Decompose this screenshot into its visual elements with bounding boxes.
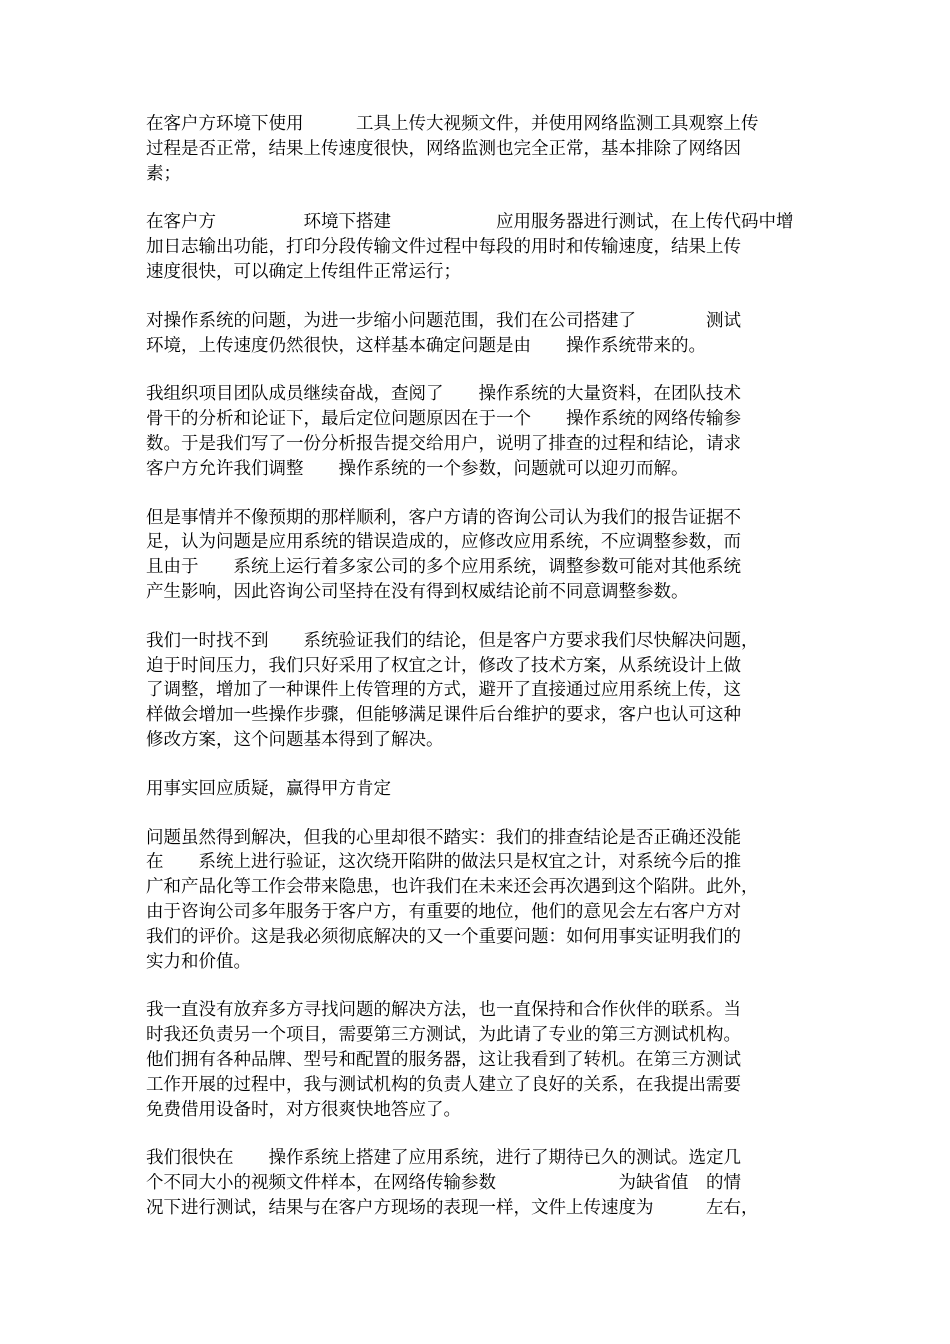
text-line: 加日志输出功能，打印分段传输文件过程中每段的用时和传输速度，结果上传	[146, 237, 741, 258]
text-line: 过程是否正常，结果上传速度很快，网络监测也完全正常，基本排除了网络因	[146, 138, 741, 159]
text-line: 时我还负责另一个项目，需要第三方测试，为此请了专业的第三方测试机构。	[146, 1025, 741, 1046]
text-line: 我一直没有放弃多方寻找问题的解决方法，也一直保持和合作伙伴的联系。当	[146, 1000, 741, 1021]
text-line: 在客户方环境下使用 工具上传大视频文件，并使用网络监测工具观察上传	[146, 114, 759, 134]
text-line: 免费借用设备时，对方很爽快地答应了。	[146, 1099, 461, 1120]
text-line: 个不同大小的视频文件样本，在网络传输参数 为缺省值 的情	[146, 1173, 741, 1194]
text-line: 问题虽然得到解决，但我的心里却很不踏实：我们的排查结论是否正确还没能	[146, 827, 741, 848]
text-line: 对操作系统的问题，为进一步缩小问题范围，我们在公司搭建了 测试	[146, 310, 741, 331]
paragraph-4	[146, 382, 806, 481]
text-line: 由于咨询公司多年服务于客户方，有重要的地位，他们的意见会左右客户方对	[146, 901, 741, 922]
text-line: 我们很快在 操作系统上搭建了应用系统，进行了期待已久的测试。选定几	[146, 1148, 741, 1169]
text-line: 了调整，增加了一种课件上传管理的方式，避开了直接通过应用系统上传，这	[146, 680, 741, 701]
paragraph-6	[146, 629, 806, 753]
text-line: 但是事情并不像预期的那样顺利，客户方请的咨询公司认为我们的报告证据不	[146, 507, 741, 528]
text-line: 且由于 系统上运行着多家公司的多个应用系统，调整参数可能对其他系统	[146, 557, 741, 578]
text-line: 他们拥有各种品牌、型号和配置的服务器，这让我看到了转机。在第三方测试	[146, 1049, 741, 1070]
paragraph-2	[146, 210, 806, 284]
text-line: 速度很快，可以确定上传组件正常运行；	[146, 261, 461, 282]
text-line: 数。于是我们写了一份分析报告提交给用户，说明了排查的过程和结论，请求	[146, 433, 741, 454]
text-line: 在 系统上进行验证，这次绕开陷阱的做法只是权宜之计，对系统今后的推	[146, 852, 741, 873]
paragraph-5	[146, 506, 806, 605]
text-line: 足，认为问题是应用系统的错误造成的，应修改应用系统，不应调整参数，而	[146, 532, 741, 553]
text-line: 我们的评价。这是我必须彻底解决的又一个重要问题：如何用事实证明我们的	[146, 926, 741, 947]
text-line: 素；	[146, 163, 181, 184]
text-line: 在客户方 环境下搭建 应用服务器进行测试，在上传代码中增	[146, 212, 794, 233]
heading-text: 用事实回应质疑，赢得甲方肯定	[146, 778, 391, 799]
text-line: 广和产品化等工作会带来隐患，也许我们在未来还会再次遇到这个陷阱。此外，	[146, 877, 759, 898]
paragraph-10	[146, 1146, 806, 1220]
text-line: 客户方允许我们调整 操作系统的一个参数，问题就可以迎刃而解。	[146, 458, 689, 479]
text-line: 我们一时找不到 系统验证我们的结论，但是客户方要求我们尽快解决问题，	[146, 630, 759, 651]
text-line: 工作开展的过程中，我与测试机构的负责人建立了良好的关系，在我提出需要	[146, 1074, 741, 1095]
text-line: 产生影响，因此咨询公司坚持在没有得到权威结论前不同意调整参数。	[146, 581, 689, 602]
paragraph-9	[146, 998, 806, 1122]
text-line: 实力和价值。	[146, 951, 251, 972]
text-line: 况下进行测试，结果与在客户方现场的表现一样，文件上传速度为 左右，	[146, 1197, 759, 1218]
text-line: 样做会增加一些操作步骤，但能够满足课件后台维护的要求，客户也认可这种	[146, 705, 741, 726]
paragraph-3	[146, 309, 806, 359]
text-line: 我组织项目团队成员继续奋战，查阅了 操作系统的大量资料，在团队技术	[146, 384, 741, 405]
paragraph-8	[146, 826, 806, 975]
section-heading	[146, 777, 806, 802]
paragraph-1	[146, 112, 806, 186]
text-line: 修改方案，这个问题基本得到了解决。	[146, 729, 444, 750]
document-body	[146, 112, 806, 1245]
text-line: 骨干的分析和论证下，最后定位问题原因在于一个 操作系统的网络传输参	[146, 409, 741, 430]
text-line: 迫于时间压力，我们只好采用了权宜之计，修改了技术方案，从系统设计上做	[146, 655, 741, 676]
text-line: 环境，上传速度仍然很快，这样基本确定问题是由 操作系统带来的。	[146, 335, 706, 356]
